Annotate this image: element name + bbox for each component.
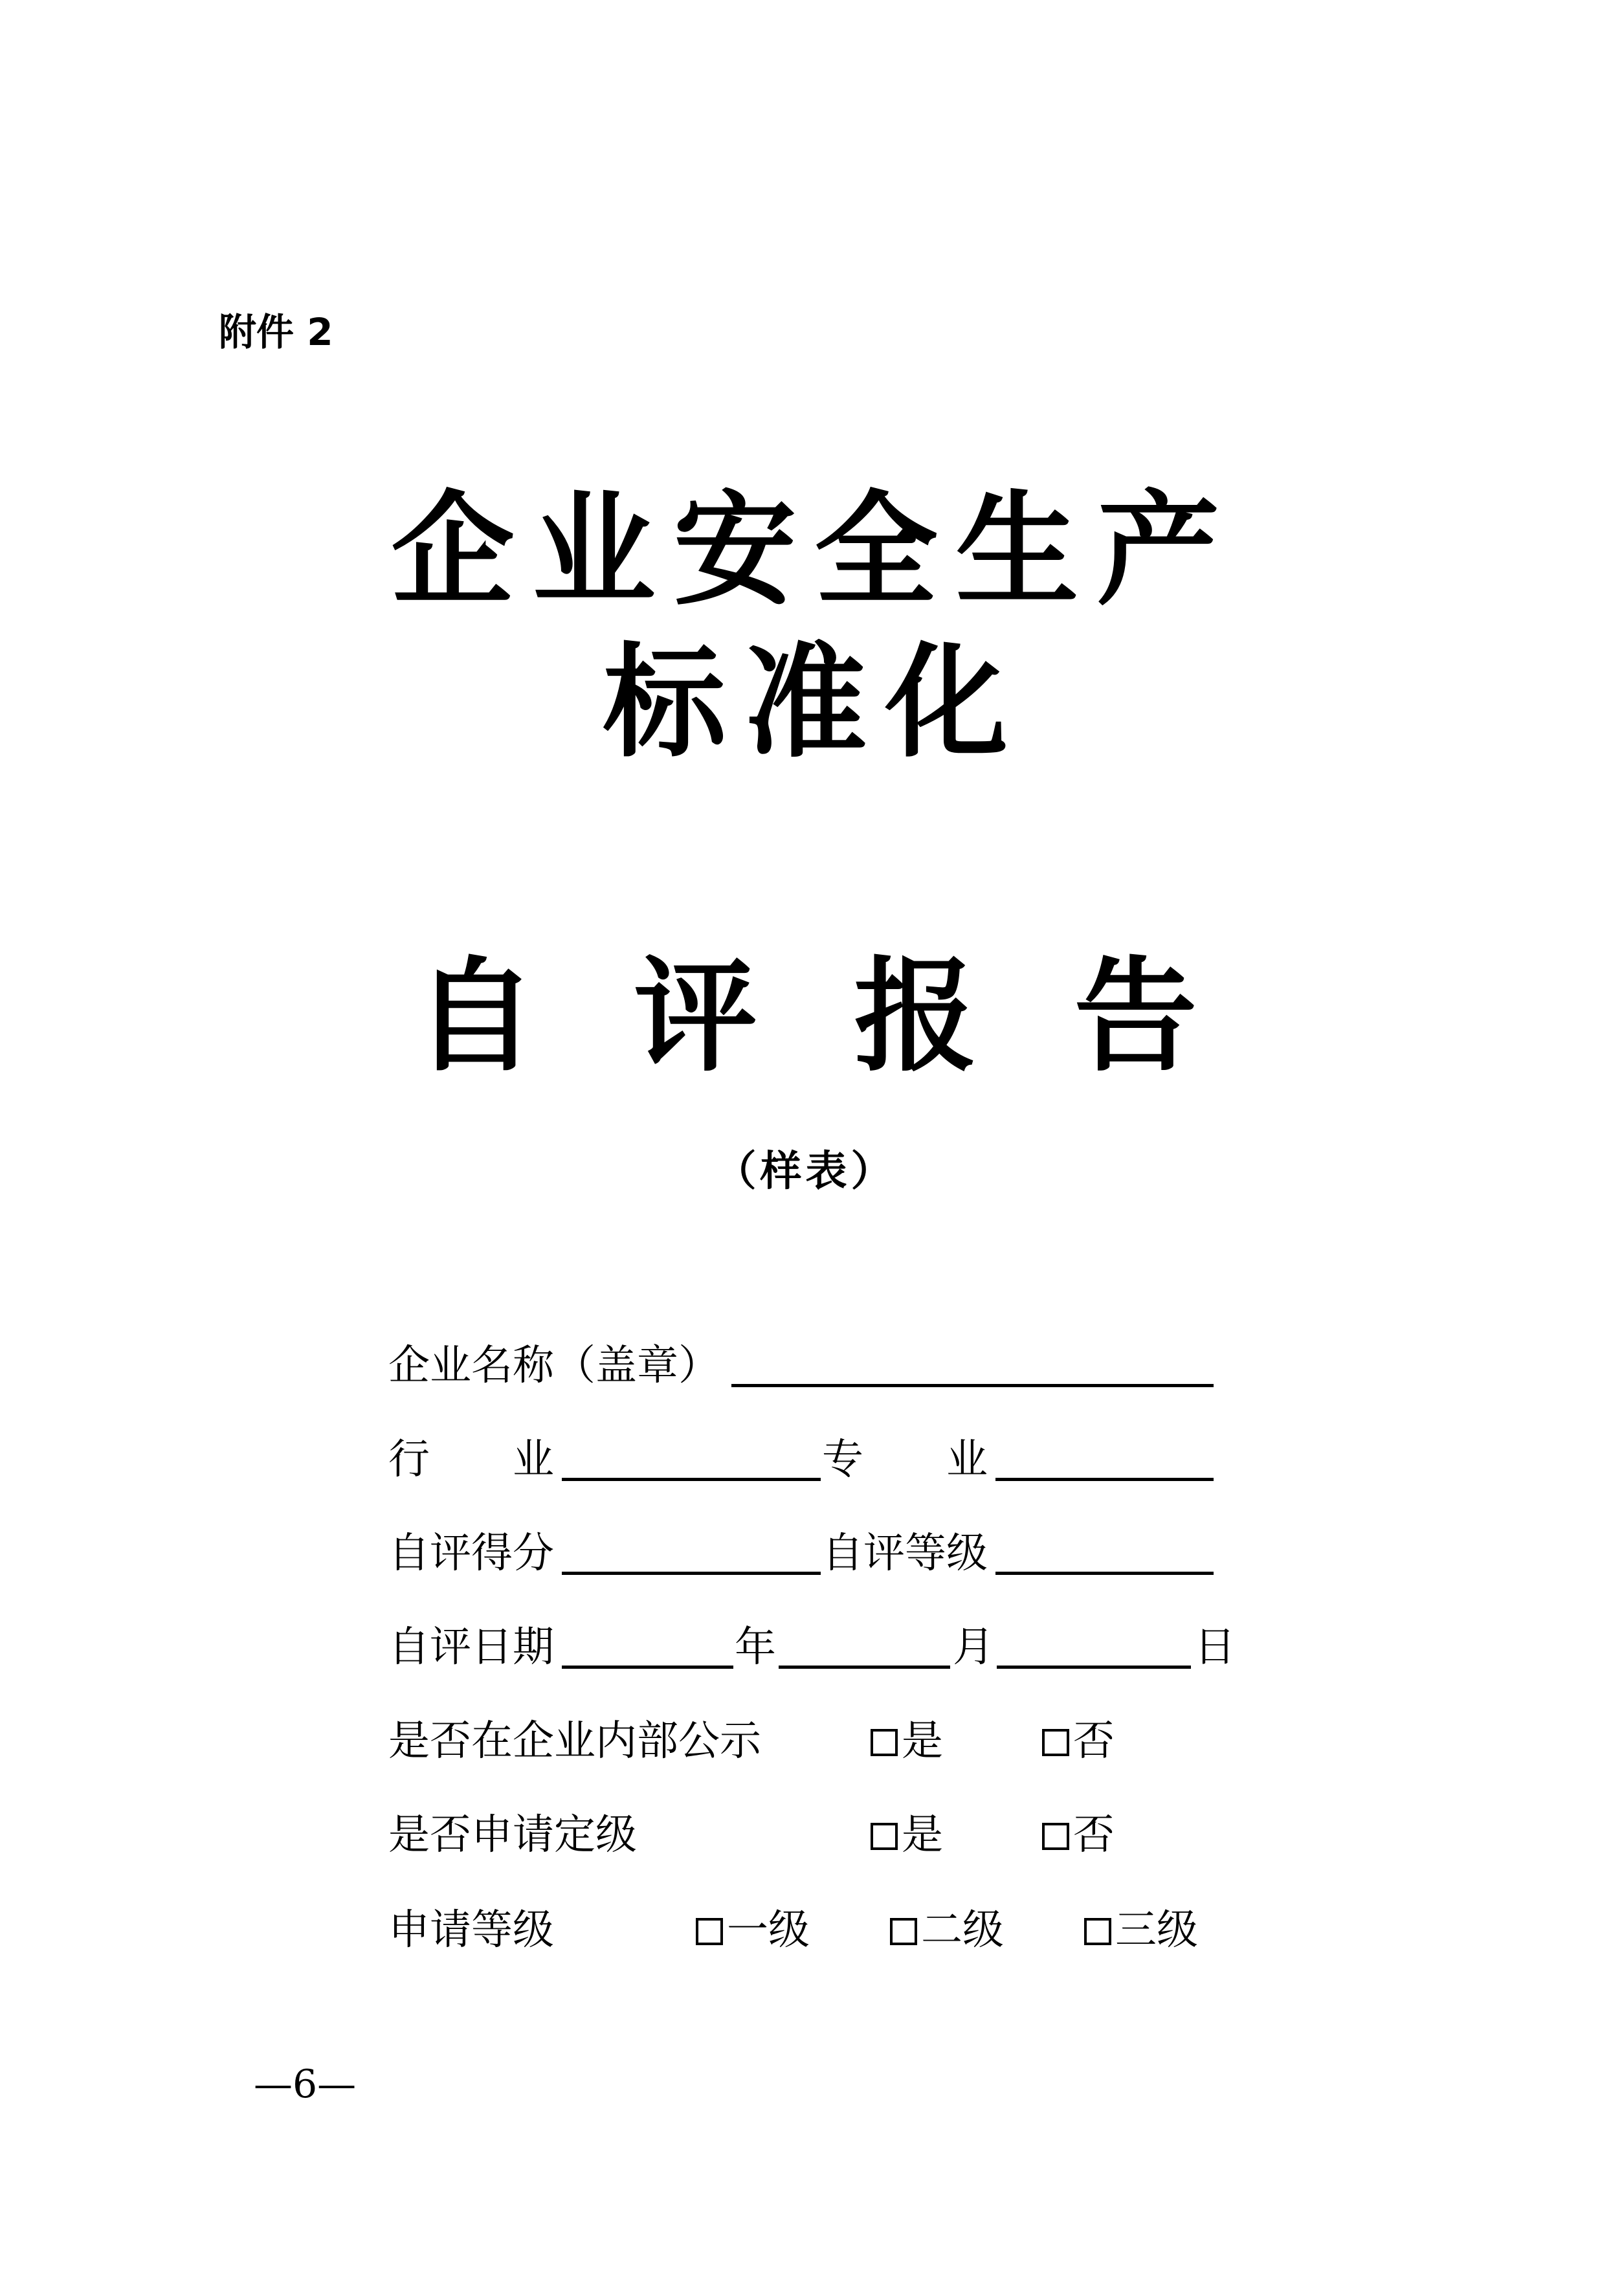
grade1-checkbox[interactable] xyxy=(696,1918,723,1945)
specialty-label: 专 业 xyxy=(822,1436,988,1484)
grade1-label: 一级 xyxy=(727,1906,810,1954)
public-yes-option[interactable] xyxy=(871,1715,943,1767)
specialty-field[interactable] xyxy=(995,1478,1214,1481)
title-line-2: 标准化 xyxy=(603,630,1027,774)
public-no-label: 否 xyxy=(1073,1717,1115,1765)
score-field[interactable] xyxy=(562,1572,821,1575)
industry-label: 行 业 xyxy=(388,1436,554,1484)
grade2-option[interactable] xyxy=(890,1904,1004,1956)
public-no-checkbox[interactable] xyxy=(1042,1729,1069,1756)
public-label: 是否在企业内部公示 xyxy=(388,1717,761,1765)
public-no-option[interactable] xyxy=(1042,1715,1115,1767)
public-yes-label: 是 xyxy=(902,1717,943,1765)
grade3-checkbox[interactable] xyxy=(1084,1918,1111,1945)
company-name-field[interactable] xyxy=(731,1384,1214,1387)
apply-yes-label: 是 xyxy=(902,1811,943,1859)
year-field[interactable] xyxy=(562,1666,733,1669)
grade-label: 自评等级 xyxy=(822,1530,988,1577)
day-field[interactable] xyxy=(997,1666,1191,1669)
grade3-label: 三级 xyxy=(1115,1906,1198,1954)
day-label: 日 xyxy=(1194,1623,1236,1671)
grade2-checkbox[interactable] xyxy=(890,1918,917,1945)
apply-no-checkbox[interactable] xyxy=(1042,1823,1069,1850)
grade3-option[interactable] xyxy=(1084,1904,1198,1956)
apply-yes-option[interactable] xyxy=(871,1809,943,1861)
grade2-label: 二级 xyxy=(921,1906,1004,1954)
subtitle: （样表） xyxy=(715,1147,896,1196)
company-name-label: 企业名称（盖章） xyxy=(388,1342,720,1390)
title-line-1: 企业安全生产 xyxy=(391,478,1238,622)
grade1-option[interactable] xyxy=(696,1904,810,1956)
apply-grade-label: 申请等级 xyxy=(388,1906,554,1954)
industry-field[interactable] xyxy=(562,1478,821,1481)
month-field[interactable] xyxy=(779,1666,950,1669)
apply-yes-checkbox[interactable] xyxy=(871,1823,898,1850)
grade-field[interactable] xyxy=(995,1572,1214,1575)
apply-label: 是否申请定级 xyxy=(388,1811,637,1859)
page-number: —6— xyxy=(254,2062,357,2107)
apply-no-option[interactable] xyxy=(1042,1809,1115,1861)
year-label: 年 xyxy=(735,1623,776,1671)
month-label: 月 xyxy=(953,1623,994,1671)
public-yes-checkbox[interactable] xyxy=(871,1729,898,1756)
score-label: 自评得分 xyxy=(388,1530,554,1577)
apply-no-label: 否 xyxy=(1073,1811,1115,1859)
attachment-label: 附件 2 xyxy=(219,310,333,354)
title-line-3: 自评报告 xyxy=(414,944,1294,1088)
date-label: 自评日期 xyxy=(388,1623,554,1671)
